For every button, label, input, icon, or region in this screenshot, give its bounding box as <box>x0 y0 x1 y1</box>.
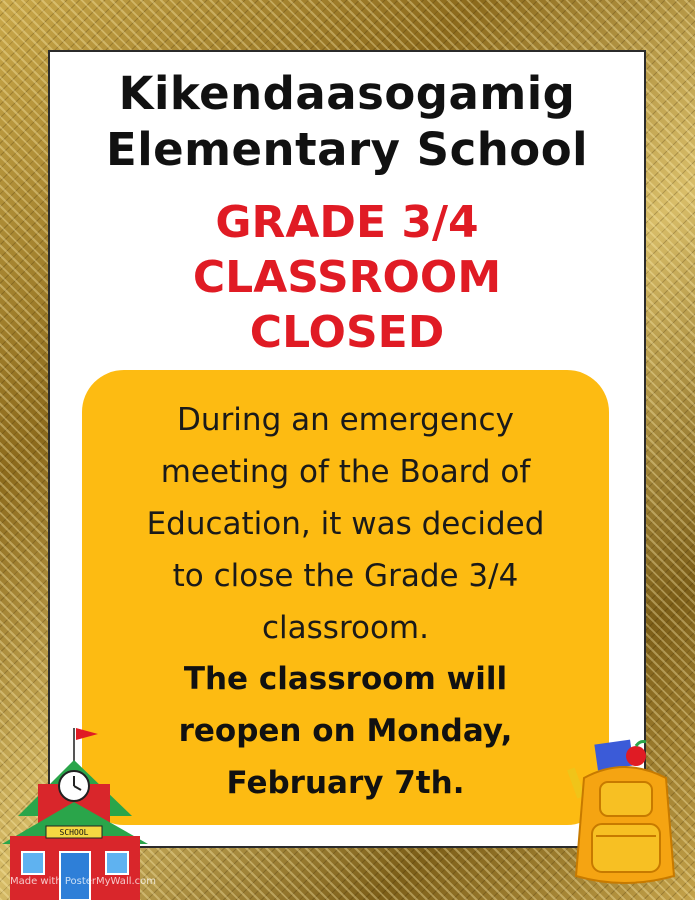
notice-body <box>82 394 609 654</box>
reopen-line: reopen on Monday, <box>178 713 513 749</box>
headline-line2: CLASSROOM <box>192 252 502 303</box>
school-sign: SCHOOL <box>59 828 89 837</box>
watermark: Made with PosterMyWall.com <box>10 876 157 887</box>
school-name-line2: Elementary School <box>105 123 589 176</box>
reopen-notice <box>82 653 609 809</box>
notice-box <box>82 370 609 825</box>
reopen-line: The classroom will <box>183 661 508 697</box>
closure-headline <box>50 195 644 360</box>
school-name-line1: Kikendaasogamig <box>118 67 576 120</box>
notice-line: to close the Grade 3/4 <box>172 558 519 594</box>
headline-line1: GRADE 3/4 <box>215 197 479 248</box>
reopen-line: February 7th. <box>226 765 465 801</box>
notice-line: During an emergency <box>177 402 514 438</box>
notice-line: classroom. <box>261 610 429 646</box>
backpack-icon <box>566 738 684 890</box>
notice-line: meeting of the Board of <box>160 454 531 490</box>
notice-line: Education, it was decided <box>146 506 545 542</box>
school-house-icon <box>0 724 150 900</box>
headline-line3: CLOSED <box>249 307 445 358</box>
school-name <box>50 66 644 178</box>
